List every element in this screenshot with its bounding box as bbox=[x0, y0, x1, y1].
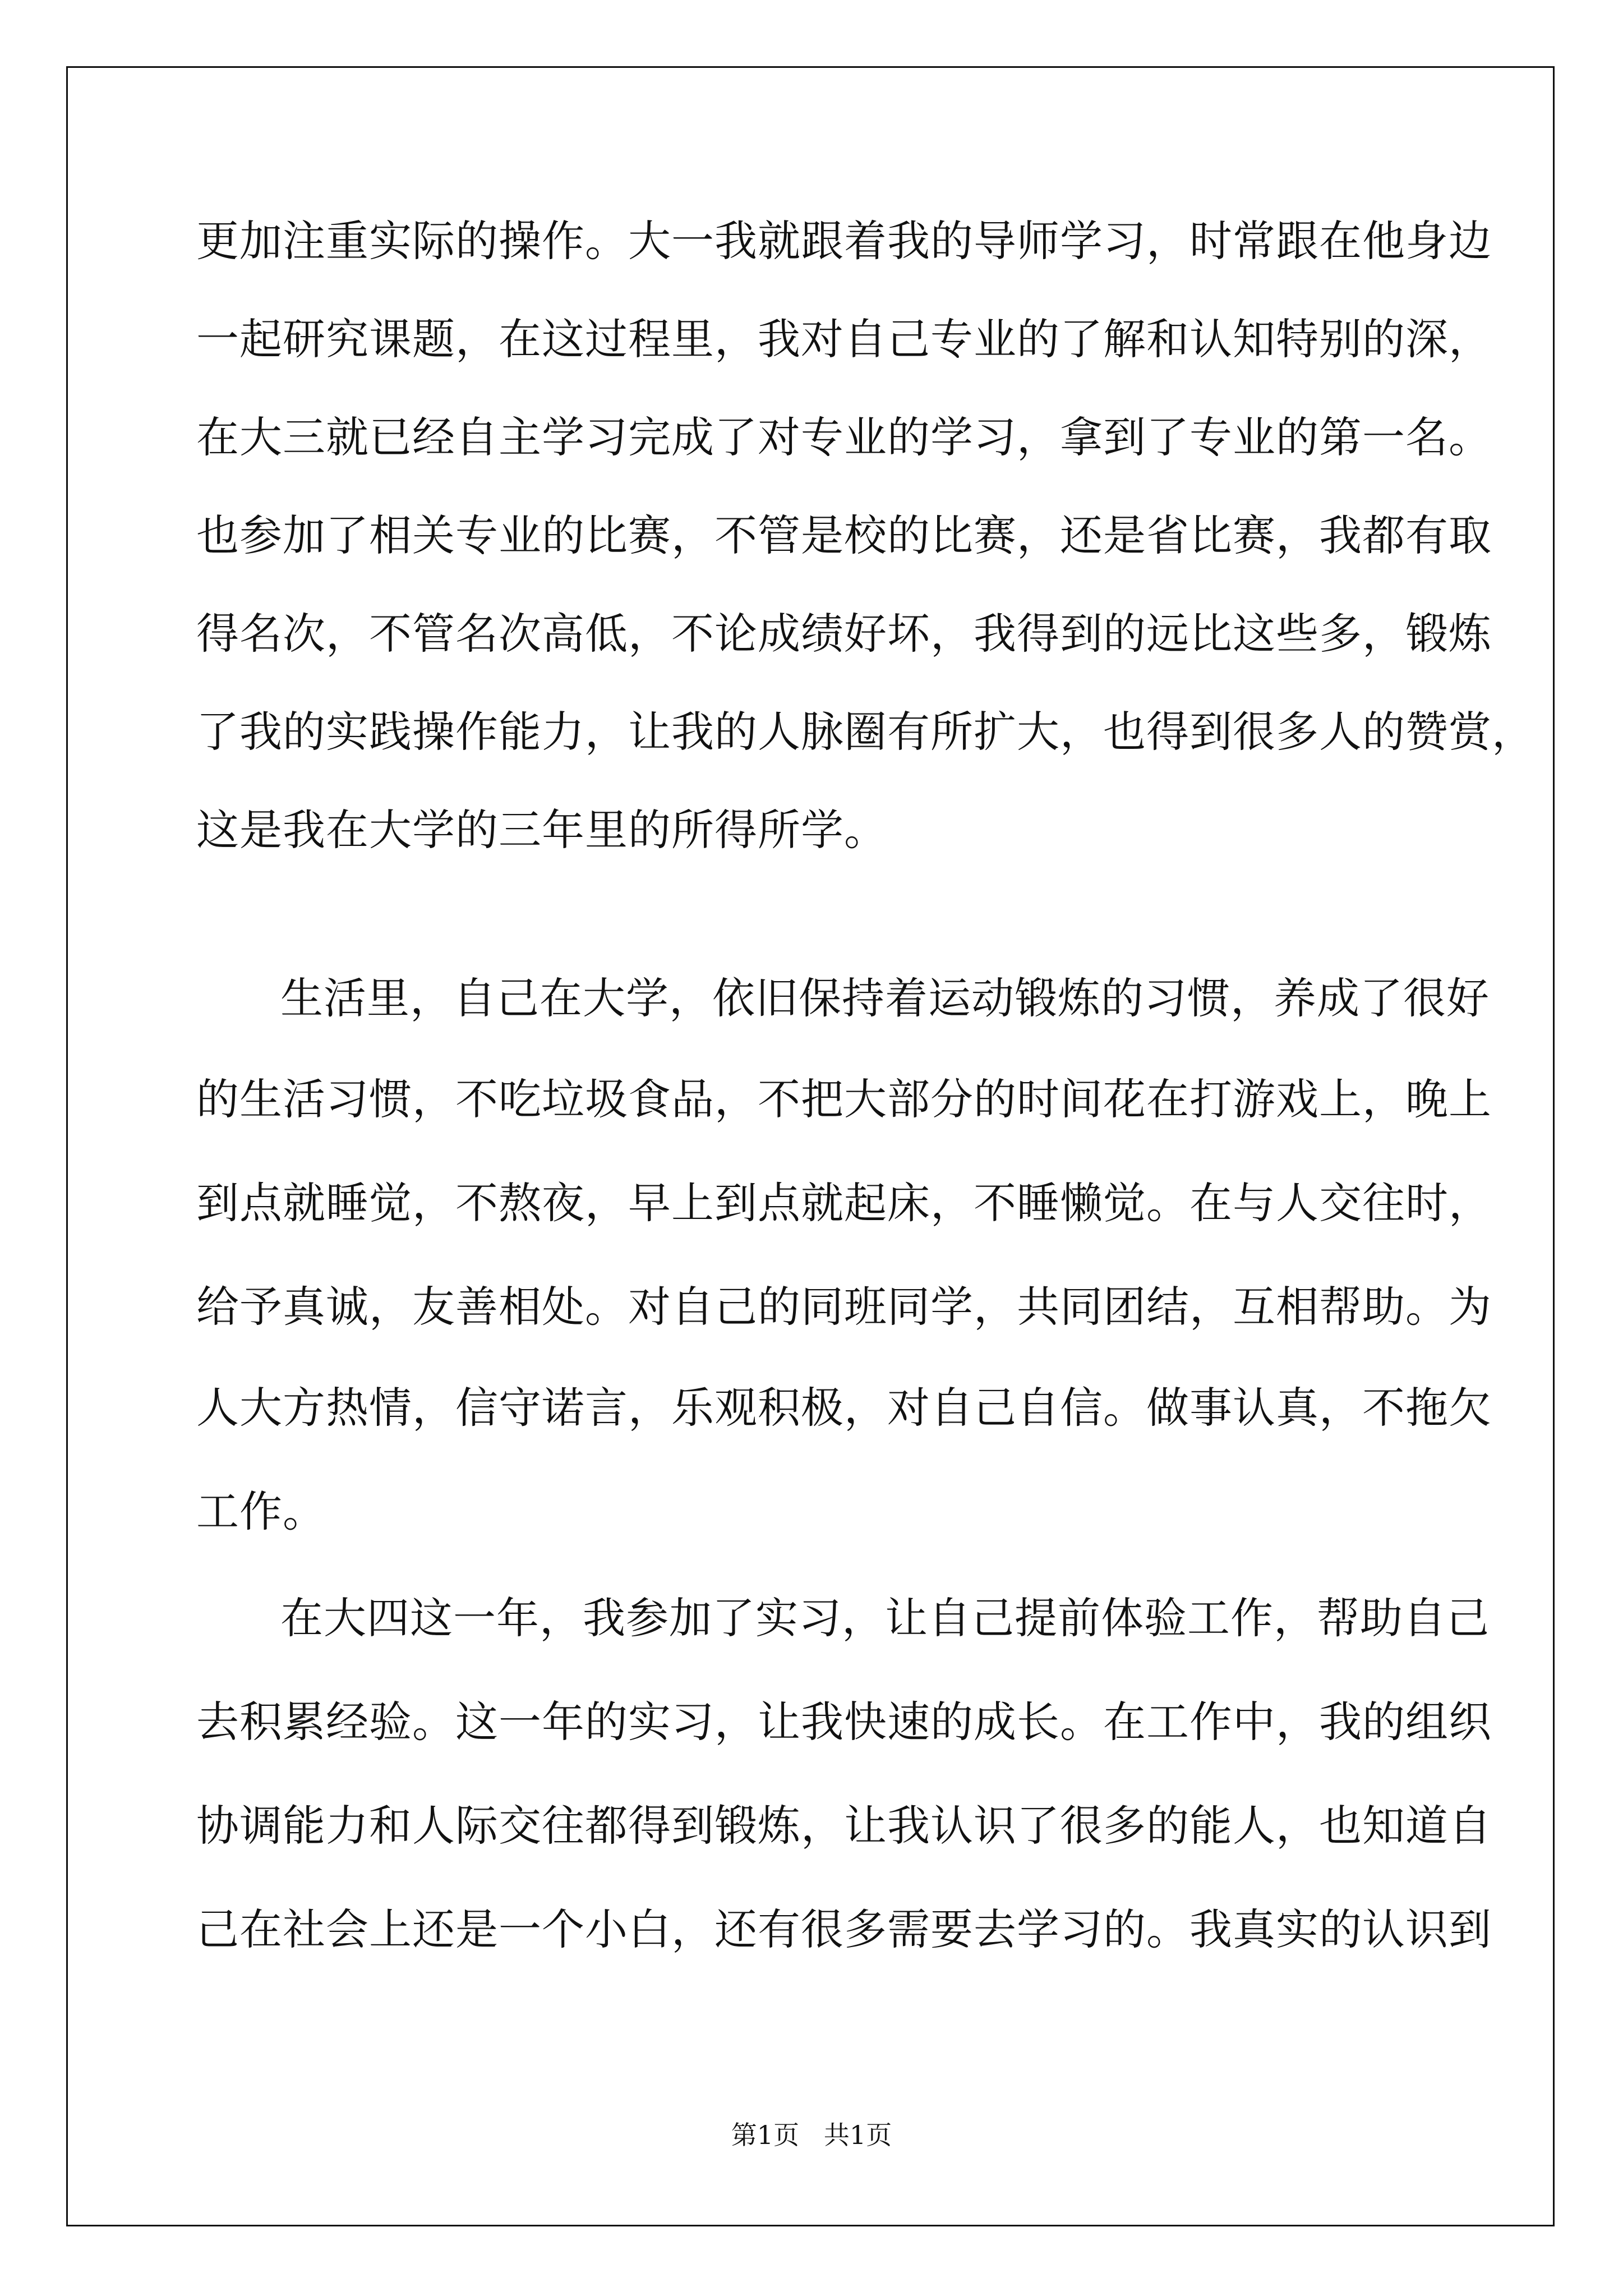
text-line: 也参加了相关专业的比赛，不管是校的比赛，还是省比赛，我都有取 bbox=[196, 510, 1492, 560]
text-line: 协调能力和人际交往都得到锻炼，让我认识了很多的能人，也知道自 bbox=[196, 1801, 1492, 1851]
text-line: 给予真诚，友善相处。对自己的同班同学，共同团结，互相帮助。为 bbox=[196, 1282, 1492, 1332]
text-line: 更加注重实际的操作。大一我就跟着我的导师学习，时常跟在他身边 bbox=[196, 216, 1492, 266]
text-line: 到点就睡觉，不熬夜，早上到点就起床，不睡懒觉。在与人交往时， bbox=[196, 1178, 1492, 1228]
page-number-footer: 第1页 共1页 bbox=[731, 2120, 892, 2150]
text-line: 在大三就已经自主学习完成了对专业的学习，拿到了专业的第一名。 bbox=[196, 412, 1492, 462]
text-line: 的生活习惯，不吃垃圾食品，不把大部分的时间花在打游戏上，晚上 bbox=[196, 1074, 1492, 1124]
text-line: 人大方热情，信守诺言，乐观积极，对自己自信。做事认真，不拖欠 bbox=[196, 1383, 1492, 1433]
text-line: 了我的实践操作能力，让我的人脉圈有所扩大，也得到很多人的赞赏， bbox=[196, 707, 1535, 757]
page-border bbox=[66, 66, 1555, 2226]
text-line: 去积累经验。这一年的实习，让我快速的成长。在工作中，我的组织 bbox=[196, 1697, 1492, 1747]
text-line: 得名次，不管名次高低，不论成绩好坏，我得到的远比这些多，锻炼 bbox=[196, 609, 1492, 659]
text-line: 这是我在大学的三年里的所得所学。 bbox=[196, 805, 887, 855]
text-line: 一起研究课题，在这过程里，我对自己专业的了解和认知特别的深， bbox=[196, 314, 1492, 364]
paragraph-first-line: 生活里，自己在大学，依旧保持着运动锻炼的习惯，养成了很好 bbox=[280, 973, 1490, 1023]
paragraph-first-line: 在大四这一年，我参加了实习，让自己提前体验工作，帮助自己 bbox=[280, 1593, 1490, 1643]
text-line: 工作。 bbox=[196, 1487, 326, 1536]
text-line: 己在社会上还是一个小白，还有很多需要去学习的。我真实的认识到 bbox=[196, 1904, 1492, 1954]
